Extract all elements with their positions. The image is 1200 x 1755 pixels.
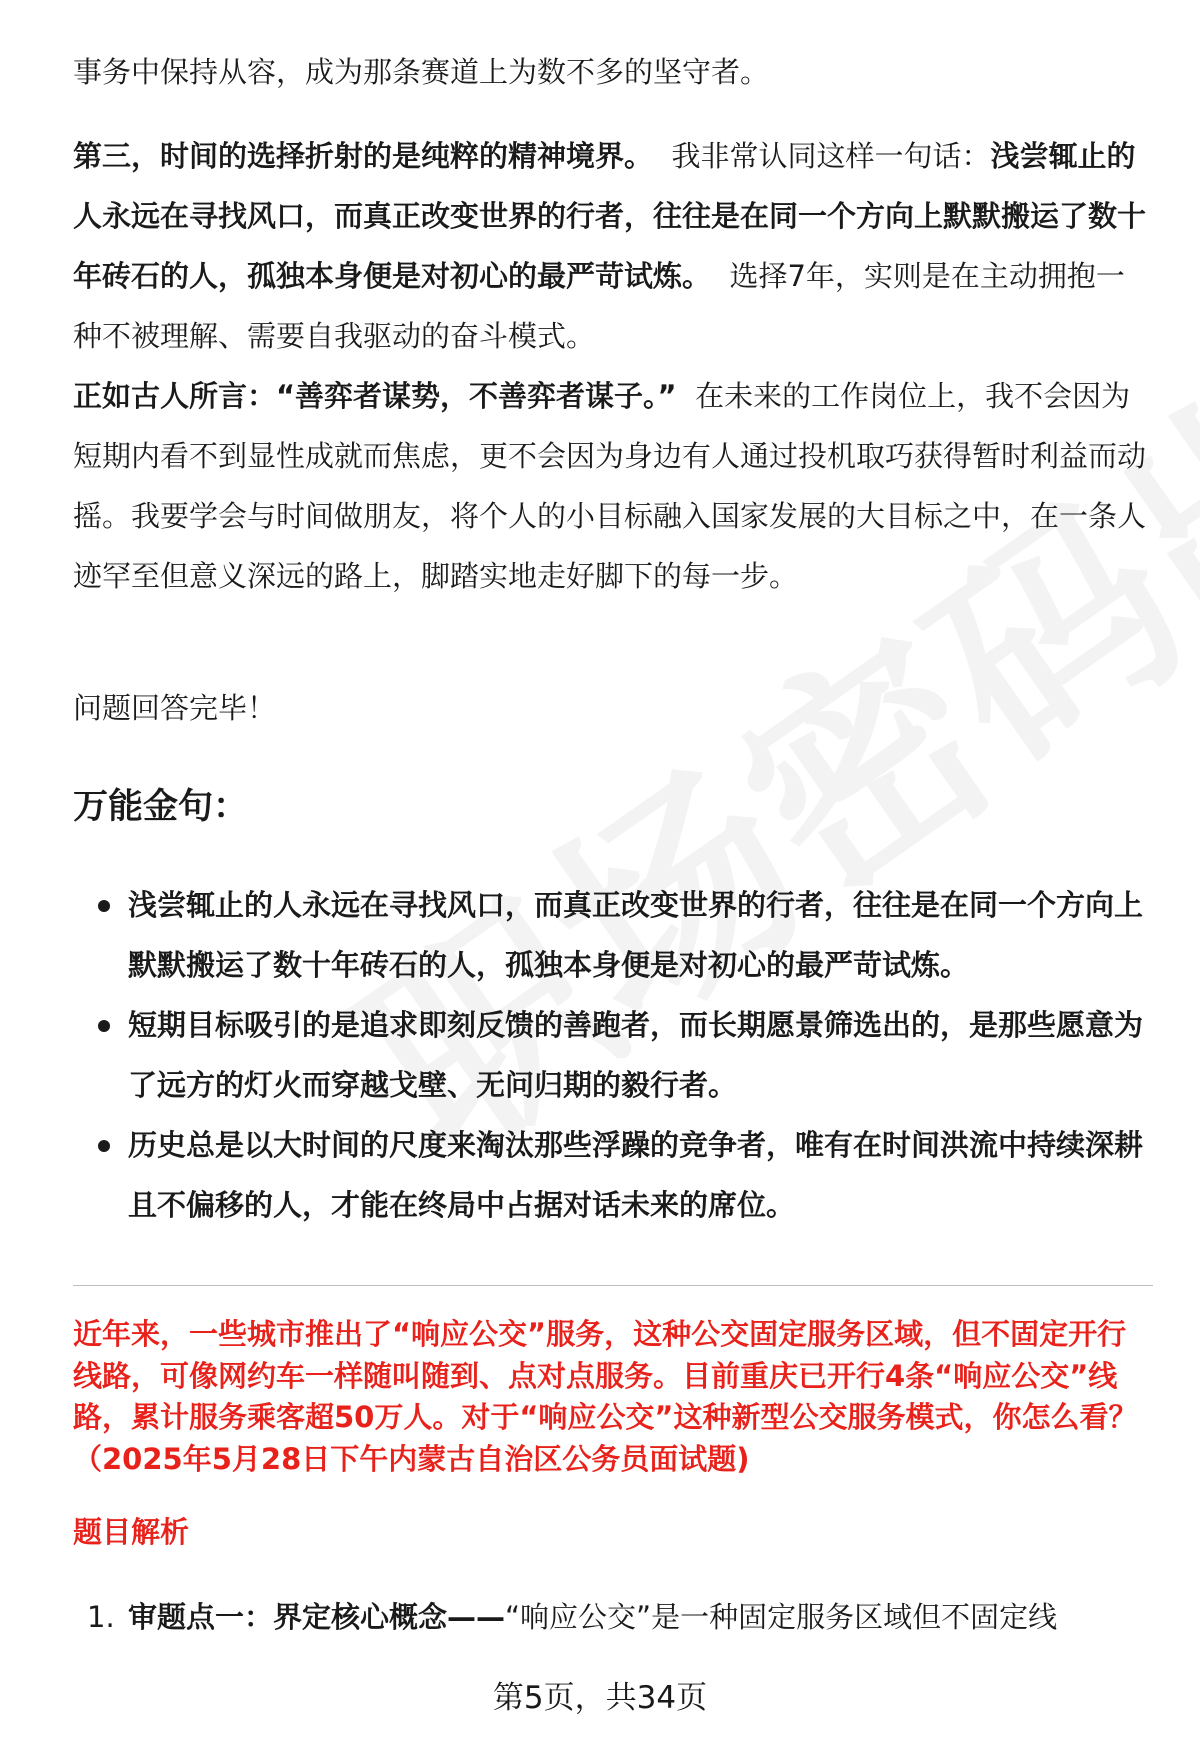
item-1-bold: 审题点一：界定核心概念—— — [128, 1600, 506, 1634]
list-item: 历史总是以大时间的尺度来淘汰那些浮躁的竞争者，唯有在时间洪流中持续深耕且不偏移的人，才能在终局中占据对话未来的席位。 — [73, 1115, 1148, 1235]
paragraph-2-bold-1: 第三，时间的选择折射的是纯粹的精神境界。 — [73, 139, 654, 173]
paragraph-2-bold-2: 浅尝辄止的人永远在寻找风口，而真正改变世界的行者，往往是在同一个方向上默默搬运了数十年砖石的人，孤独本身便是对初心的最严苛试炼。 — [73, 139, 1147, 293]
bullet-icon — [98, 900, 110, 912]
item-1-normal: “响应公交”是一种固定服务区域但不固定线 — [505, 1600, 1058, 1634]
quote-list — [73, 875, 1148, 1235]
analysis-heading — [73, 1512, 1148, 1552]
interview-question — [73, 1314, 1148, 1480]
paragraph-1 — [73, 42, 1148, 102]
paragraph-2-normal-2: 选择7年，实则是在主动拥抱一种不被理解、需要自我驱动的奋斗模式。 — [73, 259, 1125, 353]
list-item: 短期目标吸引的是追求即刻反馈的善跑者，而长期愿景筛选出的，是那些愿意为了远方的灯火而穿越戈壁、无问归期的毅行者。 — [73, 995, 1148, 1115]
divider — [73, 1285, 1153, 1286]
paragraph-3-normal: 在未来的工作岗位上，我不会因为短期内看不到显性成就而焦虑，更不会因为身边有人通过投机取巧获得暂时利益而动摇。我要学会与时间做朋友，将个人的小目标融入国家发展的大目标之中，在一条人迹罕至但意义深远的路上，脚踏实地走好脚下的每一步。 — [73, 379, 1147, 593]
closing-text: 问题回答完毕！ — [73, 691, 277, 725]
paragraph-3 — [73, 366, 1148, 606]
analysis-heading-text: 题目解析 — [73, 1515, 190, 1549]
paragraph-3-bold: 正如古人所言：“善弈者谋势，不善弈者谋子。” — [73, 379, 677, 413]
section-title — [73, 782, 1148, 832]
bullet-icon — [98, 1020, 110, 1032]
page-number: 第5页，共34页 — [492, 1680, 708, 1716]
closing-line — [73, 678, 1148, 738]
paragraph-1-text: 事务中保持从容，成为那条赛道上为数不多的坚守者。 — [73, 55, 770, 89]
interview-question-text: 近年来，一些城市推出了“响应公交”服务，这种公交固定服务区域，但不固定开行线路，可像网约车一样随叫随到、点对点服务。目前重庆已开行4条“响应公交”线路，累计服务乘客超50万人。对于“响应公交”这种新型公交服务模式，你怎么看？（2025年5月28日下午内蒙古自治区公务员面试题) — [73, 1317, 1138, 1476]
item-number: 1. — [87, 1600, 115, 1634]
list-item: 浅尝辄止的人永远在寻找风口，而真正改变世界的行者，往往是在同一个方向上默默搬运了数十年砖石的人，孤独本身便是对初心的最严苛试炼。 — [73, 875, 1148, 995]
section-title-text: 万能金句： — [73, 787, 249, 827]
paragraph-2 — [73, 126, 1148, 366]
bullet-icon — [98, 1140, 110, 1152]
analysis-item-1 — [73, 1592, 1148, 1642]
paragraph-2-normal-1: 我非常认同这样一句话： — [671, 139, 991, 173]
